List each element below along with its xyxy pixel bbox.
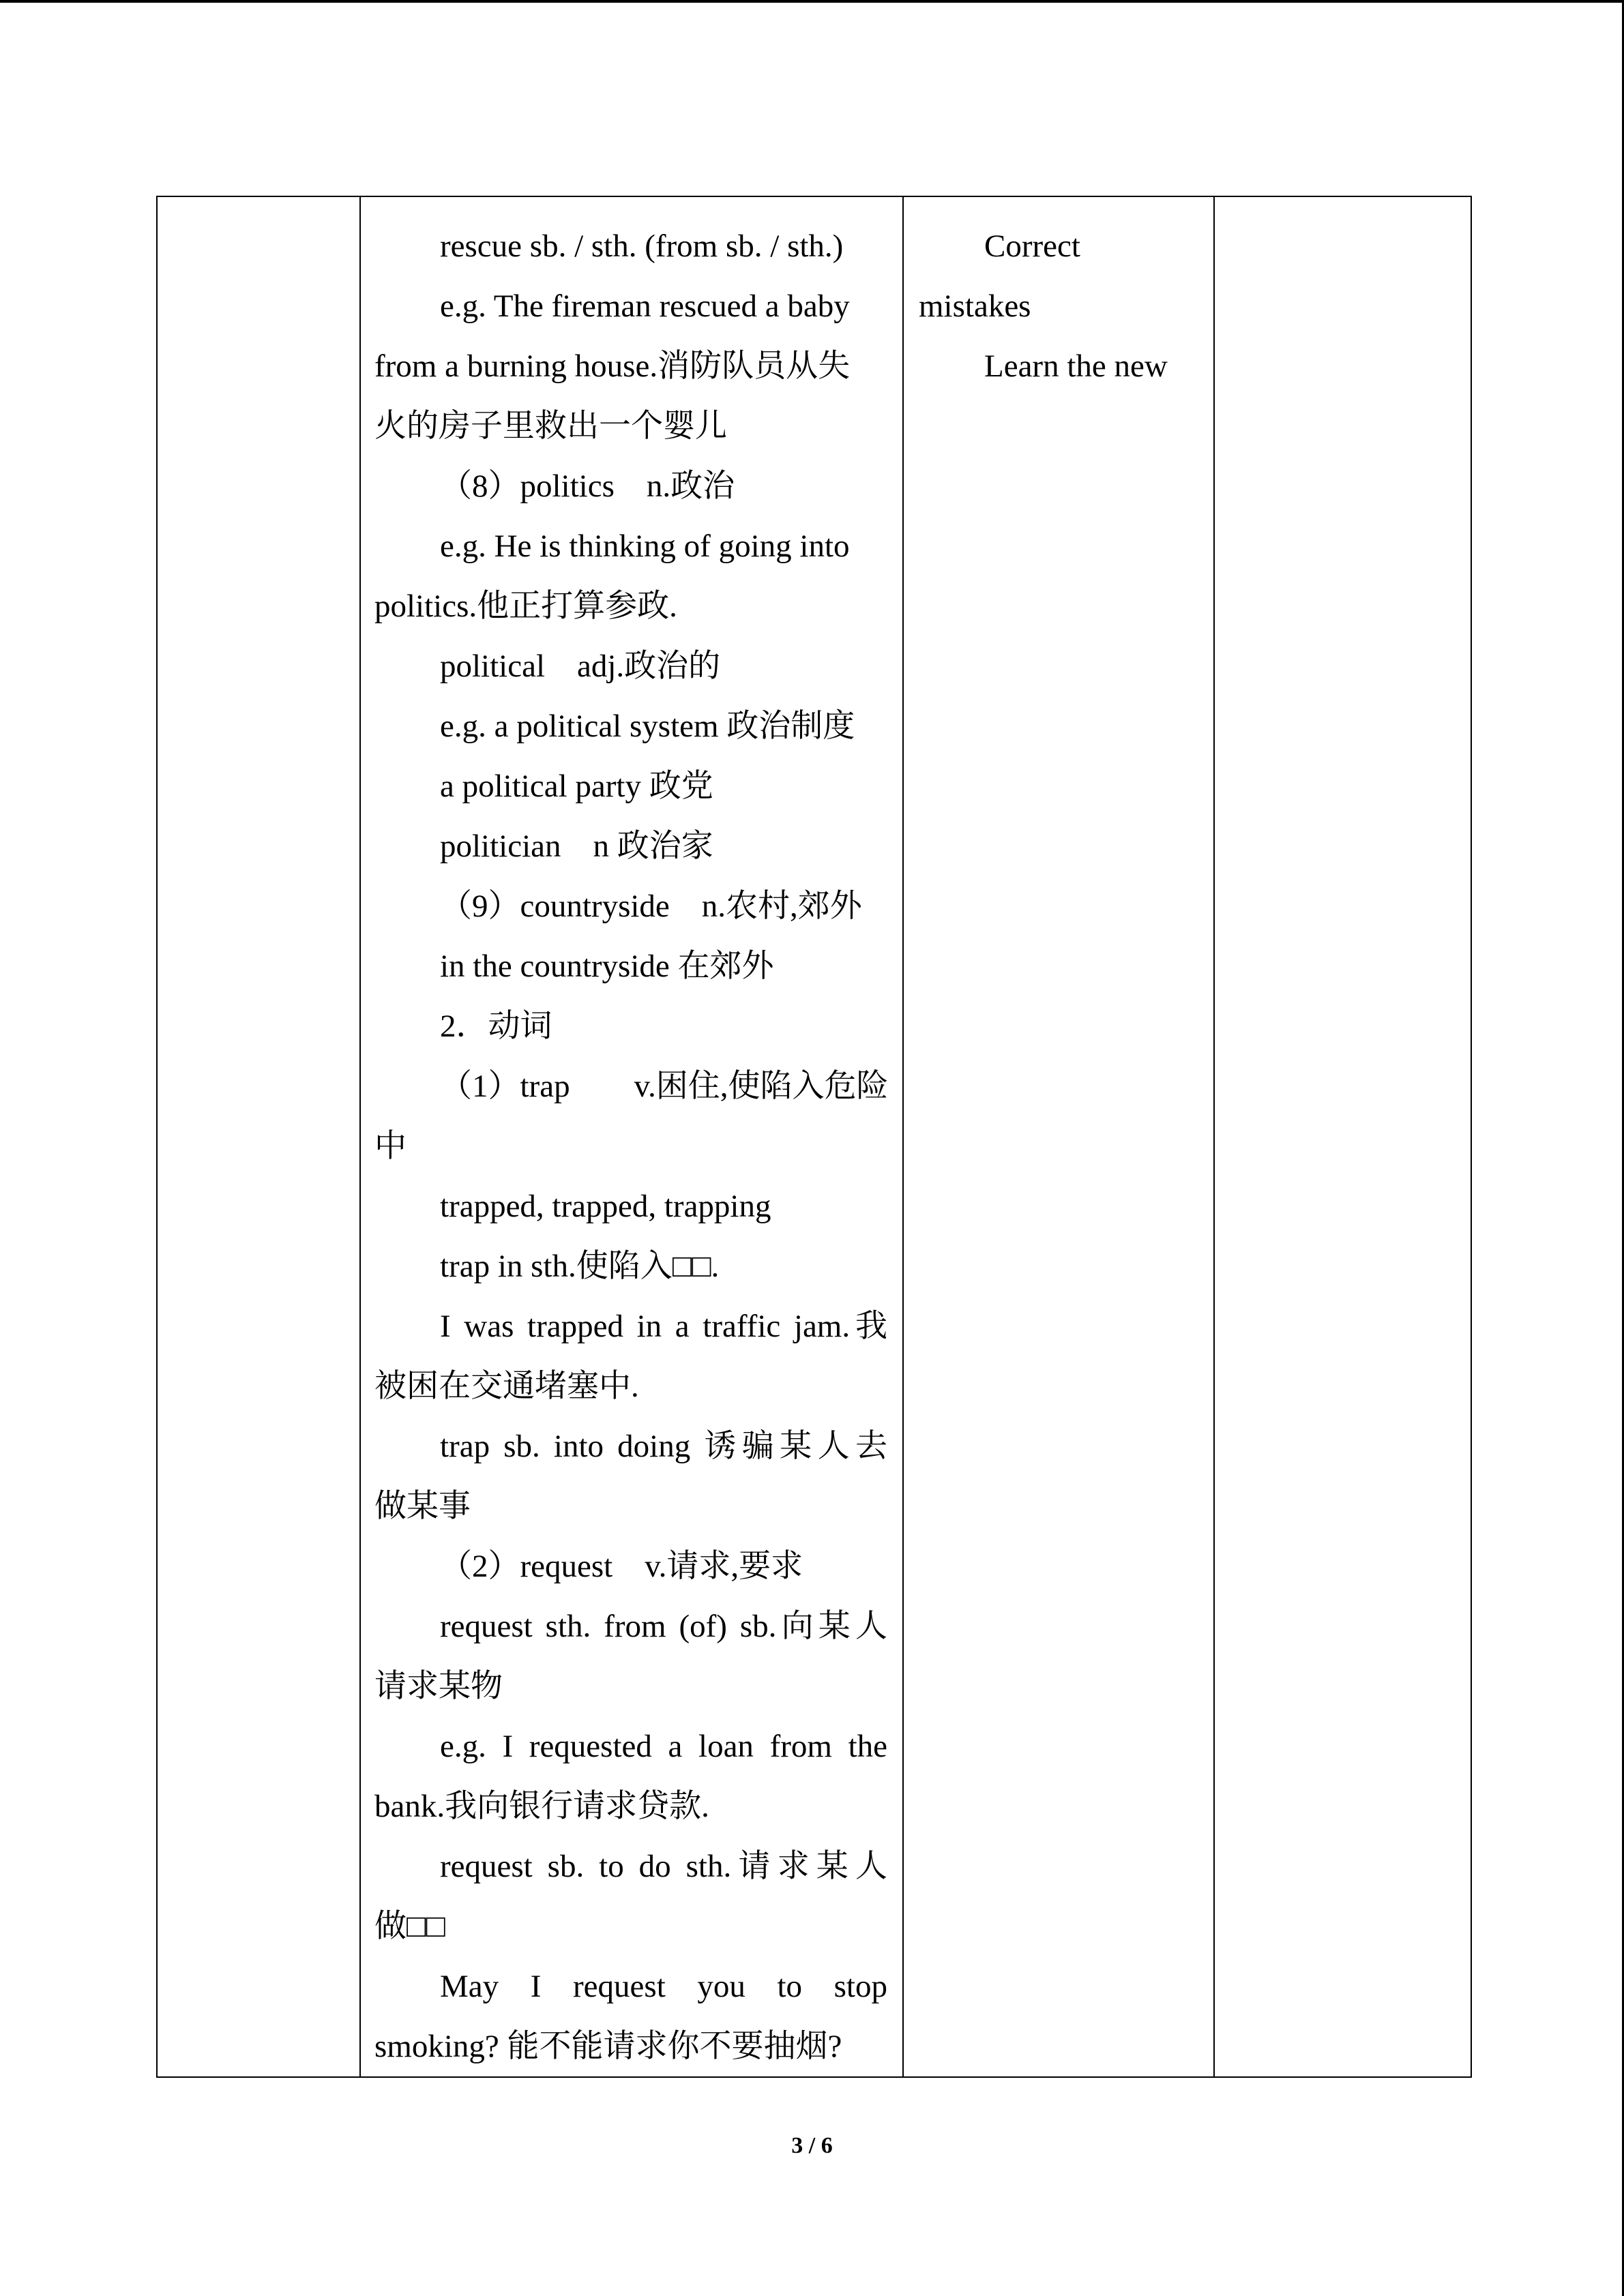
vocabulary-notes	[361, 197, 902, 2076]
vocabulary-line: （9）countryside n.农村,郊外	[440, 889, 862, 924]
activity-line: Correct	[984, 228, 1080, 264]
vocabulary-line: 2．动词	[440, 1009, 552, 1044]
vocabulary-line: 做□□	[374, 1909, 445, 1944]
vocabulary-line: May I request you to stop	[440, 1969, 887, 2004]
vocabulary-line: smoking? 能不能请求你不要抽烟?	[374, 2029, 842, 2064]
vocabulary-line: I was trapped in a traffic jam.我	[440, 1309, 887, 1344]
vocabulary-line: e.g. The fireman rescued a baby	[440, 288, 850, 324]
vocabulary-line: a political party 政党	[440, 769, 713, 804]
vocabulary-line: e.g. I requested a loan from the	[440, 1729, 887, 1764]
activity-line: Learn the new	[984, 348, 1168, 384]
top-border-line	[0, 0, 1624, 3]
vocabulary-line: （8）politics n.政治	[440, 468, 735, 504]
content-cell	[360, 196, 903, 2077]
vocabulary-line: 中	[374, 1129, 407, 1164]
table-row	[157, 196, 1471, 2077]
vocabulary-line: politician n 政治家	[440, 829, 713, 864]
vocabulary-line: bank.我向银行请求贷款.	[374, 1789, 709, 1824]
vocabulary-line: 请求某物	[374, 1669, 503, 1704]
activity-line: mistakes	[919, 288, 1031, 324]
vocabulary-line: （1）trap v.困住,使陷入危险	[440, 1069, 889, 1104]
vocabulary-line: trap sb. into doing 诱骗某人去	[440, 1429, 887, 1464]
vocabulary-line: 做某事	[374, 1489, 471, 1524]
vocabulary-line: in the countryside 在郊外	[440, 949, 774, 984]
student-activity-notes	[904, 197, 1213, 396]
vocabulary-line: e.g. a political system 政治制度	[440, 709, 855, 744]
activity-cell	[903, 196, 1214, 2077]
vocabulary-line: trap in sth.使陷入□□.	[440, 1249, 720, 1284]
lesson-plan-table	[156, 196, 1472, 2078]
vocabulary-line: political adj.政治的	[440, 648, 721, 684]
purpose-cell	[1214, 196, 1471, 2077]
vocabulary-line: from a burning house.消防队员从失	[374, 348, 851, 384]
vocabulary-line: request sb. to do sth.请求某人	[440, 1849, 887, 1884]
vocabulary-line: （2）request v.请求,要求	[440, 1549, 803, 1584]
page-number: 3 / 6	[791, 2133, 833, 2158]
vocabulary-line: 火的房子里救出一个婴儿	[374, 408, 727, 444]
vocabulary-line: 被困在交通堵塞中.	[374, 1369, 639, 1404]
stage-cell	[157, 196, 360, 2077]
vocabulary-line: e.g. He is thinking of going into	[440, 528, 850, 564]
vocabulary-line: request sth. from (of) sb.向某人	[440, 1609, 887, 1644]
vocabulary-line: rescue sb. / sth. (from sb. / sth.)	[440, 228, 844, 264]
vocabulary-line: trapped, trapped, trapping	[440, 1189, 771, 1224]
vocabulary-line: politics.他正打算参政.	[374, 588, 677, 624]
